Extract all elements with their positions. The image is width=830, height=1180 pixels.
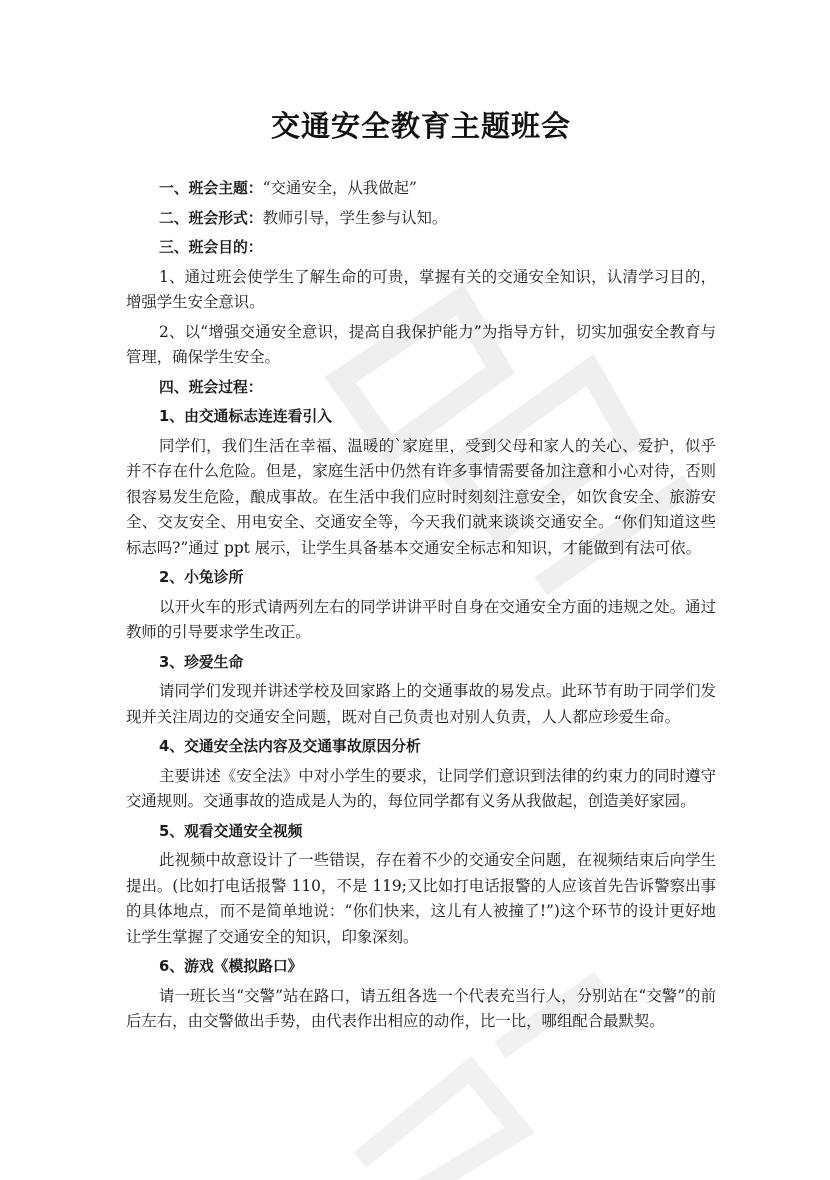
step-4-heading: 4、交通安全法内容及交通事故原因分析 bbox=[159, 738, 421, 755]
step-2-text: 以开火车的形式请两列左右的同学讲讲平时自身在交通安全方面的违规之处。通过教师的引导要求学生改正。 bbox=[126, 597, 716, 641]
page-title: 交通安全教育主题班会 bbox=[270, 109, 571, 143]
process-heading: 四、班会过程： bbox=[159, 378, 263, 396]
theme-line bbox=[126, 176, 716, 202]
step-2-heading: 2、小兔诊所 bbox=[159, 569, 244, 586]
step-3-heading: 3、珍爱生命 bbox=[159, 653, 244, 671]
step-5-text: 此视频中故意设计了一些错误，存在着不少的交通安全问题，在视频结束后向学生提出。(比如打电话报警 110，不是 119;又比如打电话报警的人应该首先告诉警察出事的具体地点，而不是简单地说：“你们快来，这儿有人被撞了!”)这个环节的设计更好地让学生掌握了交通安全的知识，印象深刻。 bbox=[126, 851, 716, 946]
step-6-heading: 6、游戏《模拟路口》 bbox=[159, 958, 303, 975]
step-3-text: 请同学们发现并讲述学校及回家路上的交通事故的易发点。此环节有助于同学们发现并关注周边的交通安全问题，既对自己负责也对别人负责，人人都应珍爱生命。 bbox=[126, 682, 716, 726]
form-label: 二、班会形式： bbox=[159, 209, 263, 227]
step-6-text: 请一班长当“交警”站在路口，请五组各选一个代表充当行人，分别站在“交警”的前后左右，由交警做出手势，由代表作出相应的动作，比一比，哪组配合最默契。 bbox=[126, 986, 716, 1030]
purpose-item-2: 2、以“增强交通安全意识，提高自我保护能力”为指导方针，切实加强安全教育与管理，确保学生安全。 bbox=[126, 322, 716, 366]
step-1-heading: 1、由交通标志连连看引入 bbox=[159, 408, 333, 425]
purpose-item-1: 1、通过班会使学生了解生命的可贵，掌握有关的交通安全知识，认清学习目的，增强学生安全意识。 bbox=[126, 267, 716, 311]
theme-label: 一、班会主题： bbox=[159, 180, 263, 197]
form-line bbox=[126, 206, 716, 232]
document-body bbox=[126, 176, 716, 1039]
purpose-heading: 三、班会目的： bbox=[159, 239, 263, 256]
step-4-text: 主要讲述《安全法》中对小学生的要求，让同学们意识到法律的约束力的同时遵守交通规则。交通事故的造成是人为的，每位同学都有义务从我做起，创造美好家园。 bbox=[126, 766, 716, 810]
step-1-text: 同学们，我们生活在幸福、温暖的`家庭里，受到父母和家人的关心、爱护，似乎并不存在什么危险。但是，家庭生活中仍然有许多事情需要备加注意和小心对待，否则很容易发生危险，酿成事故。在生活中我们应时时刻刻注意安全，如饮食安全、旅游安全、交友安全、用电安全、交通安全等，今天我们就来谈谈交通安全。“你们知道这些标志吗?”通过 ppt 展示，让学生具备基本交通安全标志和知识，才能做到有法可依。 bbox=[126, 436, 716, 557]
form-value: 教师引导，学生参与认知。 bbox=[262, 208, 448, 227]
step-5-heading: 5、观看交通安全视频 bbox=[159, 822, 303, 840]
theme-value: “交通安全，从我做起” bbox=[262, 179, 417, 197]
